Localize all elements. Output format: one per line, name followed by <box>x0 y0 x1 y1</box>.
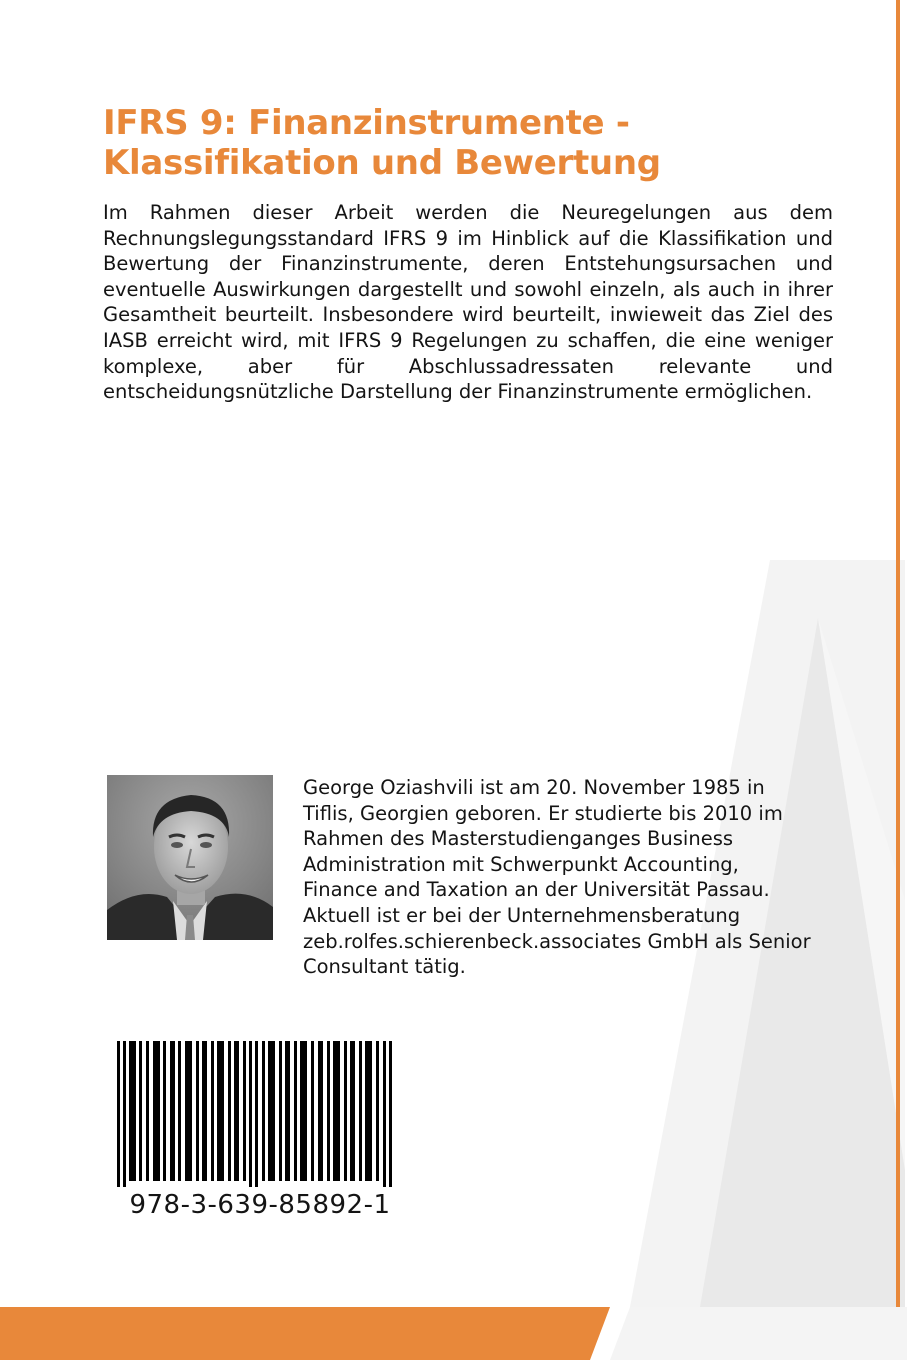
book-title-line-1: IFRS 9: Finanzinstrumente - <box>103 103 630 143</box>
book-title-line-2: Klassifikation und Bewertung <box>103 143 661 183</box>
author-bio-line: Finance and Taxation an der Universität Passau. <box>303 878 770 902</box>
isbn-barcode <box>115 1041 395 1187</box>
author-bio-line: Rahmen des Masterstudienganges Business <box>303 827 734 851</box>
bottom-accent-band <box>0 1307 907 1360</box>
author-bio-line: Tiflis, Georgien geboren. Er studierte bis 2010 im <box>303 801 783 825</box>
author-bio-line: zeb.rolfes.schierenbeck.associates GmbH als Senior <box>303 929 811 953</box>
book-abstract: Im Rahmen dieser Arbeit werden die Neuregelungen aus dem Rechnungslegungsstandard IFRS 9 im Hinblick auf die Klassifikation und Bewertung der Finanzinstrumente, deren Entstehungsursachen und eventuelle Auswirkungen dargestellt und sowohl einzeln, als auch in ihrer Gesamtheit beurteilt. Insbesondere wird beurteilt, inwieweit das Ziel des IASB erreicht wird, mit IFRS 9 Regelungen zu schaffen, die eine weniger komplexe, aber für Abschlussadressaten relevante und entscheidungsnützliche Darstellung der Finanzinstrumente ermöglichen. <box>103 201 833 404</box>
book-title <box>103 103 803 183</box>
author-bio-line: Consultant tätig. <box>303 955 466 979</box>
isbn-number: 978-3-639-85892-1 <box>129 1190 391 1220</box>
right-edge-stripe <box>896 0 900 1360</box>
author-bio <box>303 775 843 980</box>
author-bio-line: Administration mit Schwerpunkt Accounting, <box>303 852 739 876</box>
author-photo <box>107 775 273 940</box>
author-bio-line: George Oziashvili ist am 20. November 1985 in <box>303 776 765 799</box>
author-bio-line: Aktuell ist er bei der Unternehmensberatung <box>303 903 741 927</box>
